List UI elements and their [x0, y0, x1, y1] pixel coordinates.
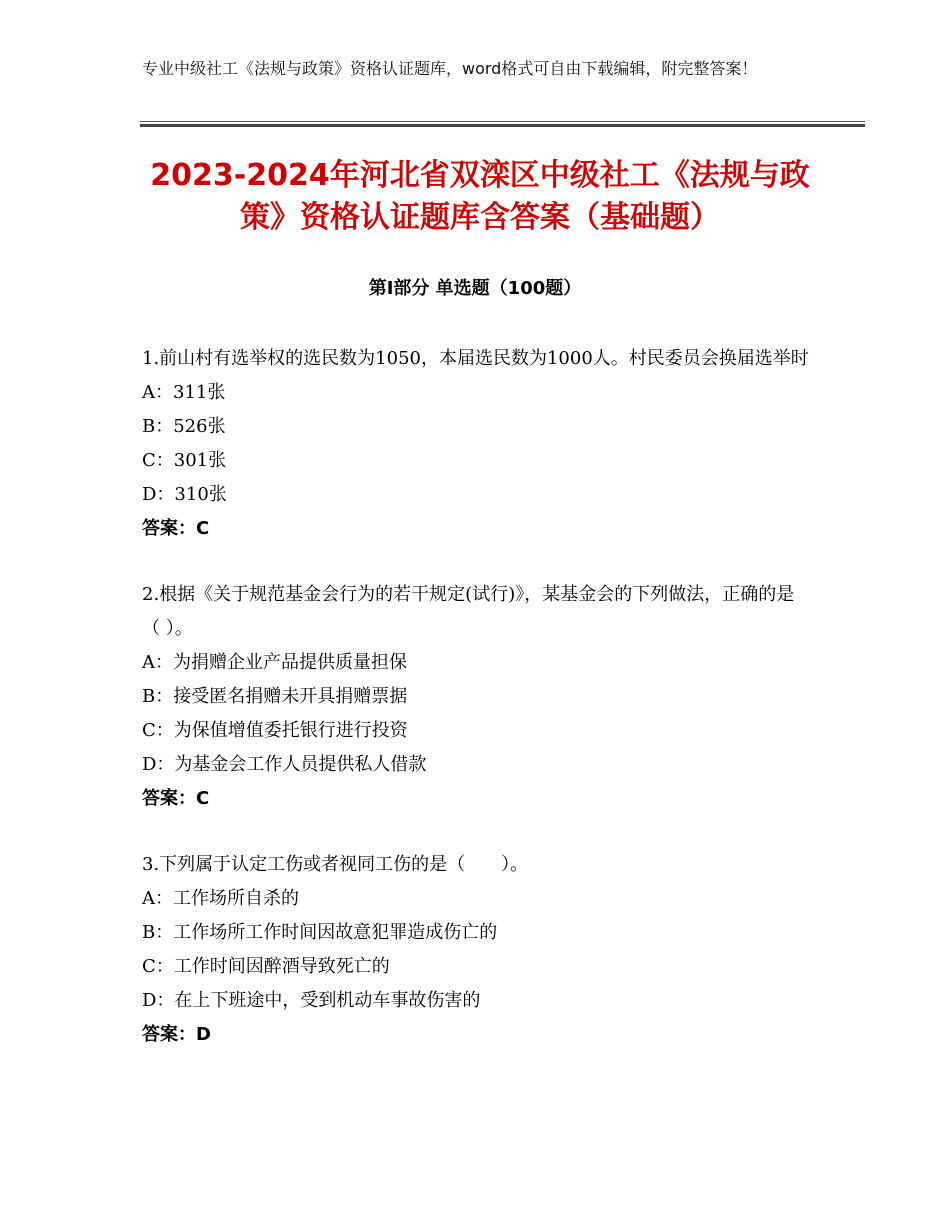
option-b: B：接受匿名捐赠未开具捐赠票据 — [142, 686, 408, 707]
option-a: A：311张 — [142, 382, 226, 403]
option-d: D：为基金会工作人员提供私人借款 — [142, 754, 427, 775]
answer-line: 答案：D — [142, 1024, 211, 1045]
question-item — [142, 342, 812, 546]
header-note: 专业中级社工《法规与政策》资格认证题库，word格式可自由下载编辑，附完整答案！ — [142, 59, 758, 78]
header-rule-thick — [140, 124, 865, 127]
question-list — [142, 342, 812, 1084]
option-d: D：310张 — [142, 484, 227, 505]
option-a: A：为捐赠企业产品提供质量担保 — [142, 652, 407, 673]
option-d: D：在上下班途中，受到机动车事故伤害的 — [142, 990, 481, 1011]
option-c: C：工作时间因醉酒导致死亡的 — [142, 956, 390, 977]
question-stem: 1.前山村有选举权的选民数为1050，本届选民数为1000人。村民委员会换届选举时 — [142, 348, 809, 369]
option-a: A：工作场所自杀的 — [142, 888, 299, 909]
document-title: 2023-2024年河北省双滦区中级社工《法规与政策》资格认证题库含答案（基础题） — [150, 158, 810, 235]
answer-line: 答案：C — [142, 788, 210, 809]
question-stem: 2.根据《关于规范基金会行为的若干规定(试行)》，某基金会的下列做法，正确的是（ ）。 — [142, 584, 795, 639]
header-rule-thin — [140, 121, 865, 122]
option-c: C：为保值增值委托银行进行投资 — [142, 720, 408, 741]
option-b: B：工作场所工作时间因故意犯罪造成伤亡的 — [142, 922, 498, 943]
answer-line: 答案：C — [142, 518, 210, 539]
option-b: B：526张 — [142, 416, 226, 437]
question-item — [142, 578, 812, 816]
question-stem: 3.下列属于认定工伤或者视同工伤的是（ ）。 — [142, 854, 529, 875]
question-item — [142, 848, 812, 1052]
section-title: 第Ⅰ部分 单选题（100题） — [368, 278, 582, 299]
option-c: C：301张 — [142, 450, 227, 471]
